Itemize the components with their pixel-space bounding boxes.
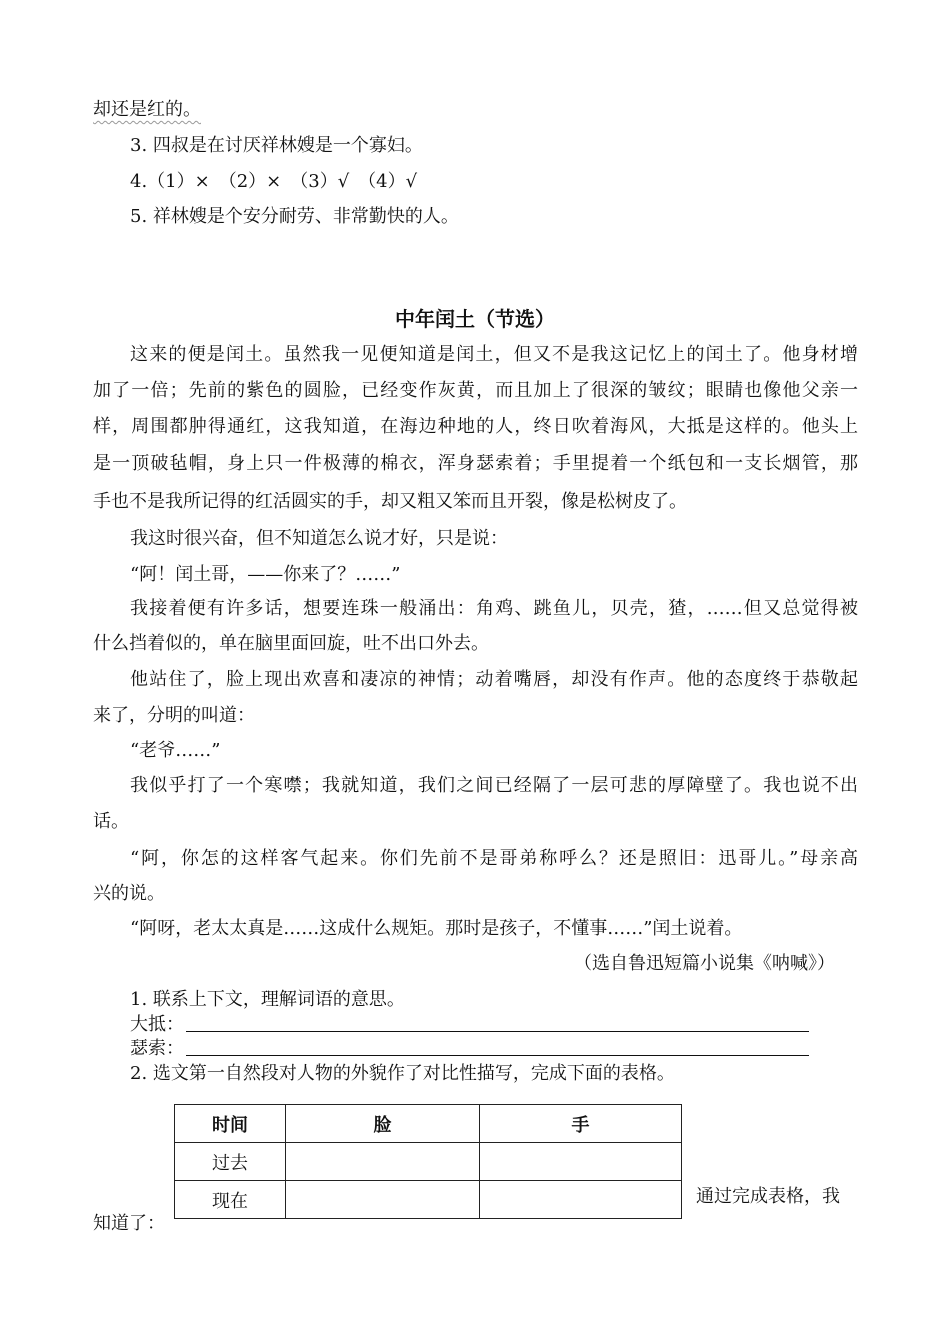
question-2-tail-right: 通过完成表格，我 [696, 1186, 840, 1207]
term-label-sesuo: 瑟索： [130, 1038, 184, 1059]
cell-past-face[interactable] [286, 1143, 480, 1181]
answer-line-4: 4.（1）× （2）× （3）√ （4）√ [130, 171, 418, 192]
paragraph-7-line-1: 我似乎打了一个寒噤；我就知道，我们之间已经隔了一层可悲的厚障壁了。我也说不出 [130, 775, 858, 796]
row-label-past: 过去 [175, 1143, 286, 1181]
answer-blank-sesuo[interactable] [186, 1055, 809, 1056]
answer-line-3: 3. 四叔是在讨厌祥林嫂是一个寡妇。 [130, 135, 423, 156]
answer-line-5: 5. 祥林嫂是个安分耐劳、非常勤快的人。 [130, 206, 459, 227]
comparison-table [174, 1104, 682, 1219]
paragraph-9: “阿呀，老太太真是……这成什么规矩。那时是孩子，不懂事……”闰土说着。 [130, 918, 743, 939]
paragraph-5-line-1: 他站住了，脸上现出欢喜和凄凉的神情；动着嘴唇，却没有作声。他的态度终于恭敬起 [130, 669, 858, 690]
cell-past-hand[interactable] [480, 1143, 682, 1181]
term-label-dadi: 大抵： [130, 1014, 184, 1035]
table-row [175, 1181, 682, 1219]
table-row [175, 1143, 682, 1181]
answer-line-1: 却还是红的。 [93, 99, 201, 120]
paragraph-5-line-2: 来了，分明的叫道： [93, 705, 255, 726]
paragraph-8-line-2: 兴的说。 [93, 883, 165, 904]
header-hand: 手 [480, 1105, 682, 1143]
paragraph-1-line-4: 是一顶破毡帽，身上只一件极薄的棉衣，浑身瑟索着；手里提着一个纸包和一支长烟管，那 [93, 453, 858, 474]
paragraph-1-line-1: 这来的便是闰土。虽然我一见便知道是闰土，但又不是我这记忆上的闰土了。他身材增 [130, 344, 858, 365]
question-2: 2. 选文第一自然段对人物的外貌作了对比性描写，完成下面的表格。 [130, 1063, 675, 1084]
paragraph-8-line-1: “阿，你怎的这样客气起来。你们先前不是哥弟称呼么？还是照旧：迅哥儿。”母亲高 [130, 848, 858, 869]
cell-now-face[interactable] [286, 1181, 480, 1219]
paragraph-6: “老爷……” [130, 740, 221, 761]
source-citation: （选自鲁迅短篇小说集《呐喊》） [574, 953, 835, 974]
row-label-now: 现在 [175, 1181, 286, 1219]
question-2-tail-left: 知道了： [93, 1213, 165, 1234]
paragraph-1-line-5: 手也不是我所记得的红活圆实的手，却又粗又笨而且开裂，像是松树皮了。 [93, 491, 687, 512]
article-title: 中年闰土（节选） [395, 307, 555, 331]
paragraph-1-line-2: 加了一倍；先前的紫色的圆脸，已经变作灰黄，而且加上了很深的皱纹；眼睛也像他父亲一 [93, 380, 858, 401]
answer-blank-dadi[interactable] [186, 1031, 809, 1032]
table-header-row [175, 1105, 682, 1143]
header-face: 脸 [286, 1105, 480, 1143]
paragraph-2: 我这时很兴奋，但不知道怎么说才好，只是说： [130, 528, 508, 549]
paragraph-4-line-2: 什么挡着似的，单在脑里面回旋，吐不出口外去。 [93, 633, 489, 654]
paragraph-1-line-3: 样，周围都肿得通红，这我知道，在海边种地的人，终日吹着海风，大抵是这样的。他头上 [93, 416, 858, 437]
paragraph-4-line-1: 我接着便有许多话，想要连珠一般涌出：角鸡、跳鱼儿，贝壳，猹，……但又总觉得被 [130, 598, 858, 619]
header-time: 时间 [175, 1105, 286, 1143]
paragraph-3: “阿！闰土哥，——你来了？……” [130, 564, 401, 585]
cell-now-hand[interactable] [480, 1181, 682, 1219]
question-1: 1. 联系上下文，理解词语的意思。 [130, 989, 405, 1010]
paragraph-7-line-2: 话。 [93, 811, 129, 832]
